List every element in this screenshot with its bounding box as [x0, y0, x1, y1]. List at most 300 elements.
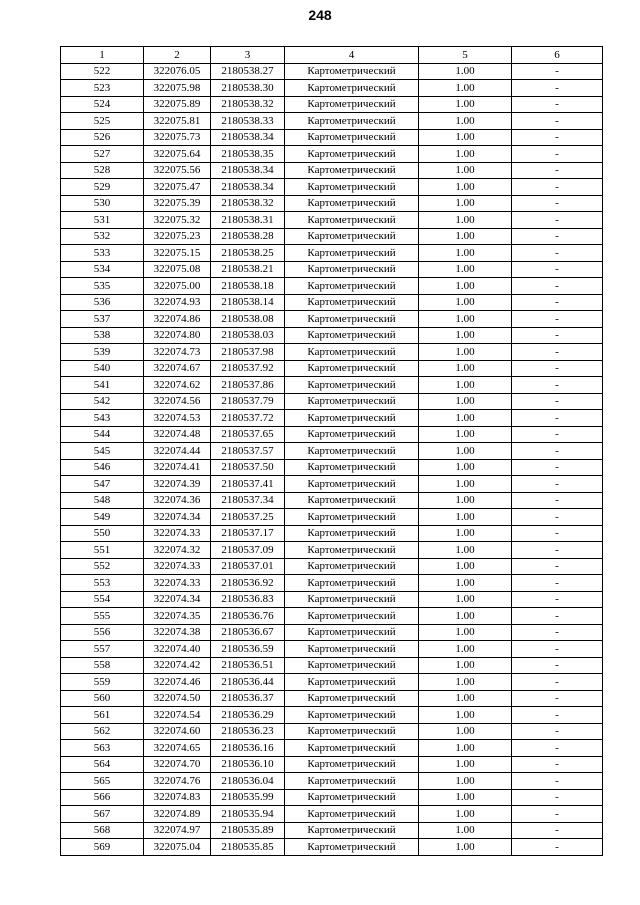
table-row: [61, 459, 603, 476]
x-coordinate-cell: 322074.80: [144, 327, 211, 344]
y-coordinate-cell: 2180537.50: [211, 459, 285, 476]
method-cell: Картометрический: [285, 509, 419, 526]
accuracy-cell: 1.00: [419, 327, 512, 344]
y-coordinate-cell: 2180538.33: [211, 113, 285, 130]
accuracy-cell: 1.00: [419, 624, 512, 641]
accuracy-cell: 1.00: [419, 723, 512, 740]
note-cell: -: [512, 657, 603, 674]
accuracy-cell: 1.00: [419, 789, 512, 806]
y-coordinate-cell: 2180536.83: [211, 591, 285, 608]
point-number-cell: 548: [61, 492, 144, 509]
y-coordinate-cell: 2180538.18: [211, 278, 285, 295]
table-row: [61, 294, 603, 311]
table-row: [61, 443, 603, 460]
note-cell: -: [512, 690, 603, 707]
point-number-cell: 554: [61, 591, 144, 608]
note-cell: -: [512, 80, 603, 97]
method-cell: Картометрический: [285, 525, 419, 542]
table-row: [61, 63, 603, 80]
point-number-cell: 553: [61, 575, 144, 592]
y-coordinate-cell: 2180538.03: [211, 327, 285, 344]
x-coordinate-cell: 322074.83: [144, 789, 211, 806]
note-cell: -: [512, 492, 603, 509]
accuracy-cell: 1.00: [419, 443, 512, 460]
point-number-cell: 564: [61, 756, 144, 773]
y-coordinate-cell: 2180537.79: [211, 393, 285, 410]
note-cell: -: [512, 96, 603, 113]
point-number-cell: 562: [61, 723, 144, 740]
point-number-cell: 555: [61, 608, 144, 625]
method-cell: Картометрический: [285, 476, 419, 493]
method-cell: Картометрический: [285, 789, 419, 806]
note-cell: -: [512, 278, 603, 295]
y-coordinate-cell: 2180536.59: [211, 641, 285, 658]
table-row: [61, 509, 603, 526]
y-coordinate-cell: 2180538.28: [211, 228, 285, 245]
note-cell: -: [512, 327, 603, 344]
accuracy-cell: 1.00: [419, 575, 512, 592]
table-row: [61, 278, 603, 295]
table-row: [61, 261, 603, 278]
method-cell: Картометрический: [285, 657, 419, 674]
table-row: [61, 641, 603, 658]
accuracy-cell: 1.00: [419, 839, 512, 856]
x-coordinate-cell: 322074.40: [144, 641, 211, 658]
method-cell: Картометрический: [285, 674, 419, 691]
method-cell: Картометрический: [285, 212, 419, 229]
x-coordinate-cell: 322075.00: [144, 278, 211, 295]
coordinates-table: [60, 46, 603, 856]
method-cell: Картометрический: [285, 360, 419, 377]
accuracy-cell: 1.00: [419, 426, 512, 443]
y-coordinate-cell: 2180537.57: [211, 443, 285, 460]
note-cell: -: [512, 162, 603, 179]
table-row: [61, 96, 603, 113]
y-coordinate-cell: 2180537.17: [211, 525, 285, 542]
table-row: [61, 575, 603, 592]
table-row: [61, 476, 603, 493]
point-number-cell: 544: [61, 426, 144, 443]
method-cell: Картометрический: [285, 492, 419, 509]
column-header-4: 4: [285, 47, 419, 64]
point-number-cell: 533: [61, 245, 144, 262]
accuracy-cell: 1.00: [419, 690, 512, 707]
point-number-cell: 561: [61, 707, 144, 724]
accuracy-cell: 1.00: [419, 558, 512, 575]
table-row: [61, 789, 603, 806]
method-cell: Картометрический: [285, 344, 419, 361]
point-number-cell: 565: [61, 773, 144, 790]
point-number-cell: 566: [61, 789, 144, 806]
accuracy-cell: 1.00: [419, 393, 512, 410]
table-row: [61, 674, 603, 691]
y-coordinate-cell: 2180537.01: [211, 558, 285, 575]
table-body: [61, 63, 603, 855]
x-coordinate-cell: 322075.64: [144, 146, 211, 163]
accuracy-cell: 1.00: [419, 63, 512, 80]
table-row: [61, 740, 603, 757]
table-row: [61, 179, 603, 196]
x-coordinate-cell: 322075.08: [144, 261, 211, 278]
note-cell: -: [512, 311, 603, 328]
y-coordinate-cell: 2180535.85: [211, 839, 285, 856]
accuracy-cell: 1.00: [419, 591, 512, 608]
note-cell: -: [512, 410, 603, 427]
x-coordinate-cell: 322074.38: [144, 624, 211, 641]
table-row: [61, 146, 603, 163]
table-row: [61, 327, 603, 344]
x-coordinate-cell: 322074.34: [144, 591, 211, 608]
table-row: [61, 525, 603, 542]
method-cell: Картометрический: [285, 261, 419, 278]
y-coordinate-cell: 2180536.92: [211, 575, 285, 592]
table-row: [61, 591, 603, 608]
accuracy-cell: 1.00: [419, 806, 512, 823]
method-cell: Картометрический: [285, 806, 419, 823]
accuracy-cell: 1.00: [419, 492, 512, 509]
y-coordinate-cell: 2180538.30: [211, 80, 285, 97]
point-number-cell: 542: [61, 393, 144, 410]
note-cell: -: [512, 63, 603, 80]
table-row: [61, 344, 603, 361]
y-coordinate-cell: 2180537.92: [211, 360, 285, 377]
x-coordinate-cell: 322074.33: [144, 525, 211, 542]
x-coordinate-cell: 322074.93: [144, 294, 211, 311]
note-cell: -: [512, 129, 603, 146]
accuracy-cell: 1.00: [419, 459, 512, 476]
accuracy-cell: 1.00: [419, 360, 512, 377]
y-coordinate-cell: 2180538.32: [211, 195, 285, 212]
y-coordinate-cell: 2180537.25: [211, 509, 285, 526]
table-row: [61, 377, 603, 394]
column-header-3: 3: [211, 47, 285, 64]
note-cell: -: [512, 839, 603, 856]
accuracy-cell: 1.00: [419, 542, 512, 559]
point-number-cell: 550: [61, 525, 144, 542]
table-row: [61, 195, 603, 212]
accuracy-cell: 1.00: [419, 294, 512, 311]
x-coordinate-cell: 322074.53: [144, 410, 211, 427]
method-cell: Картометрический: [285, 377, 419, 394]
note-cell: -: [512, 377, 603, 394]
y-coordinate-cell: 2180536.04: [211, 773, 285, 790]
table-row: [61, 426, 603, 443]
x-coordinate-cell: 322074.36: [144, 492, 211, 509]
table-row: [61, 608, 603, 625]
x-coordinate-cell: 322075.47: [144, 179, 211, 196]
table-row: [61, 212, 603, 229]
accuracy-cell: 1.00: [419, 476, 512, 493]
x-coordinate-cell: 322074.33: [144, 558, 211, 575]
x-coordinate-cell: 322075.98: [144, 80, 211, 97]
point-number-cell: 534: [61, 261, 144, 278]
table-row: [61, 245, 603, 262]
x-coordinate-cell: 322074.50: [144, 690, 211, 707]
table-row: [61, 360, 603, 377]
table-row: [61, 410, 603, 427]
accuracy-cell: 1.00: [419, 195, 512, 212]
point-number-cell: 549: [61, 509, 144, 526]
note-cell: -: [512, 344, 603, 361]
note-cell: -: [512, 822, 603, 839]
table-row: [61, 558, 603, 575]
point-number-cell: 536: [61, 294, 144, 311]
method-cell: Картометрический: [285, 707, 419, 724]
note-cell: -: [512, 261, 603, 278]
x-coordinate-cell: 322074.73: [144, 344, 211, 361]
y-coordinate-cell: 2180537.72: [211, 410, 285, 427]
accuracy-cell: 1.00: [419, 377, 512, 394]
y-coordinate-cell: 2180537.86: [211, 377, 285, 394]
point-number-cell: 545: [61, 443, 144, 460]
point-number-cell: 528: [61, 162, 144, 179]
y-coordinate-cell: 2180538.27: [211, 63, 285, 80]
method-cell: Картометрический: [285, 146, 419, 163]
method-cell: Картометрический: [285, 327, 419, 344]
method-cell: Картометрический: [285, 162, 419, 179]
note-cell: -: [512, 608, 603, 625]
x-coordinate-cell: 322076.05: [144, 63, 211, 80]
x-coordinate-cell: 322074.97: [144, 822, 211, 839]
method-cell: Картометрический: [285, 723, 419, 740]
accuracy-cell: 1.00: [419, 113, 512, 130]
accuracy-cell: 1.00: [419, 344, 512, 361]
y-coordinate-cell: 2180538.35: [211, 146, 285, 163]
x-coordinate-cell: 322074.67: [144, 360, 211, 377]
x-coordinate-cell: 322074.86: [144, 311, 211, 328]
note-cell: -: [512, 674, 603, 691]
note-cell: -: [512, 212, 603, 229]
y-coordinate-cell: 2180536.67: [211, 624, 285, 641]
accuracy-cell: 1.00: [419, 146, 512, 163]
point-number-cell: 541: [61, 377, 144, 394]
point-number-cell: 532: [61, 228, 144, 245]
accuracy-cell: 1.00: [419, 179, 512, 196]
y-coordinate-cell: 2180535.89: [211, 822, 285, 839]
note-cell: -: [512, 558, 603, 575]
x-coordinate-cell: 322074.48: [144, 426, 211, 443]
table-row: [61, 542, 603, 559]
method-cell: Картометрический: [285, 608, 419, 625]
table-row: [61, 80, 603, 97]
table-header-row: [61, 47, 603, 64]
note-cell: -: [512, 459, 603, 476]
method-cell: Картометрический: [285, 591, 419, 608]
note-cell: -: [512, 476, 603, 493]
table-row: [61, 822, 603, 839]
point-number-cell: 568: [61, 822, 144, 839]
point-number-cell: 531: [61, 212, 144, 229]
table-row: [61, 162, 603, 179]
method-cell: Картометрический: [285, 575, 419, 592]
x-coordinate-cell: 322074.33: [144, 575, 211, 592]
note-cell: -: [512, 443, 603, 460]
y-coordinate-cell: 2180536.10: [211, 756, 285, 773]
y-coordinate-cell: 2180537.34: [211, 492, 285, 509]
point-number-cell: 529: [61, 179, 144, 196]
point-number-cell: 551: [61, 542, 144, 559]
x-coordinate-cell: 322074.60: [144, 723, 211, 740]
x-coordinate-cell: 322075.04: [144, 839, 211, 856]
method-cell: Картометрический: [285, 311, 419, 328]
method-cell: Картометрический: [285, 129, 419, 146]
accuracy-cell: 1.00: [419, 674, 512, 691]
y-coordinate-cell: 2180538.34: [211, 179, 285, 196]
x-coordinate-cell: 322074.70: [144, 756, 211, 773]
column-header-5: 5: [419, 47, 512, 64]
table-row: [61, 806, 603, 823]
note-cell: -: [512, 245, 603, 262]
method-cell: Картометрический: [285, 294, 419, 311]
note-cell: -: [512, 525, 603, 542]
x-coordinate-cell: 322074.65: [144, 740, 211, 757]
table-row: [61, 624, 603, 641]
note-cell: -: [512, 195, 603, 212]
accuracy-cell: 1.00: [419, 80, 512, 97]
table-row: [61, 393, 603, 410]
y-coordinate-cell: 2180535.94: [211, 806, 285, 823]
column-header-6: 6: [512, 47, 603, 64]
y-coordinate-cell: 2180536.16: [211, 740, 285, 757]
method-cell: Картометрический: [285, 179, 419, 196]
accuracy-cell: 1.00: [419, 96, 512, 113]
note-cell: -: [512, 179, 603, 196]
accuracy-cell: 1.00: [419, 773, 512, 790]
x-coordinate-cell: 322074.62: [144, 377, 211, 394]
y-coordinate-cell: 2180537.98: [211, 344, 285, 361]
method-cell: Картометрический: [285, 278, 419, 295]
x-coordinate-cell: 322075.89: [144, 96, 211, 113]
accuracy-cell: 1.00: [419, 756, 512, 773]
table-row: [61, 657, 603, 674]
note-cell: -: [512, 806, 603, 823]
point-number-cell: 556: [61, 624, 144, 641]
point-number-cell: 538: [61, 327, 144, 344]
accuracy-cell: 1.00: [419, 707, 512, 724]
x-coordinate-cell: 322075.23: [144, 228, 211, 245]
table-row: [61, 839, 603, 856]
note-cell: -: [512, 756, 603, 773]
note-cell: -: [512, 789, 603, 806]
y-coordinate-cell: 2180538.21: [211, 261, 285, 278]
note-cell: -: [512, 591, 603, 608]
y-coordinate-cell: 2180536.37: [211, 690, 285, 707]
point-number-cell: 560: [61, 690, 144, 707]
accuracy-cell: 1.00: [419, 162, 512, 179]
y-coordinate-cell: 2180536.29: [211, 707, 285, 724]
x-coordinate-cell: 322075.15: [144, 245, 211, 262]
note-cell: -: [512, 641, 603, 658]
note-cell: -: [512, 509, 603, 526]
point-number-cell: 523: [61, 80, 144, 97]
point-number-cell: 557: [61, 641, 144, 658]
y-coordinate-cell: 2180538.34: [211, 129, 285, 146]
y-coordinate-cell: 2180537.41: [211, 476, 285, 493]
method-cell: Картометрический: [285, 80, 419, 97]
page-number: 248: [308, 7, 332, 23]
accuracy-cell: 1.00: [419, 657, 512, 674]
table-row: [61, 756, 603, 773]
point-number-cell: 540: [61, 360, 144, 377]
table-row: [61, 492, 603, 509]
table-row: [61, 690, 603, 707]
method-cell: Картометрический: [285, 756, 419, 773]
point-number-cell: 543: [61, 410, 144, 427]
method-cell: Картометрический: [285, 410, 419, 427]
x-coordinate-cell: 322074.44: [144, 443, 211, 460]
point-number-cell: 539: [61, 344, 144, 361]
x-coordinate-cell: 322074.46: [144, 674, 211, 691]
note-cell: -: [512, 575, 603, 592]
x-coordinate-cell: 322075.56: [144, 162, 211, 179]
y-coordinate-cell: 2180536.44: [211, 674, 285, 691]
note-cell: -: [512, 393, 603, 410]
method-cell: Картометрический: [285, 839, 419, 856]
note-cell: -: [512, 146, 603, 163]
x-coordinate-cell: 322074.89: [144, 806, 211, 823]
accuracy-cell: 1.00: [419, 740, 512, 757]
x-coordinate-cell: 322074.42: [144, 657, 211, 674]
x-coordinate-cell: 322075.39: [144, 195, 211, 212]
method-cell: Картометрический: [285, 558, 419, 575]
method-cell: Картометрический: [285, 96, 419, 113]
method-cell: Картометрический: [285, 426, 419, 443]
y-coordinate-cell: 2180535.99: [211, 789, 285, 806]
x-coordinate-cell: 322074.54: [144, 707, 211, 724]
point-number-cell: 567: [61, 806, 144, 823]
x-coordinate-cell: 322074.41: [144, 459, 211, 476]
y-coordinate-cell: 2180538.25: [211, 245, 285, 262]
point-number-cell: 547: [61, 476, 144, 493]
x-coordinate-cell: 322074.34: [144, 509, 211, 526]
method-cell: Картометрический: [285, 245, 419, 262]
point-number-cell: 527: [61, 146, 144, 163]
note-cell: -: [512, 228, 603, 245]
y-coordinate-cell: 2180537.65: [211, 426, 285, 443]
accuracy-cell: 1.00: [419, 212, 512, 229]
note-cell: -: [512, 723, 603, 740]
note-cell: -: [512, 773, 603, 790]
x-coordinate-cell: 322075.32: [144, 212, 211, 229]
y-coordinate-cell: 2180537.09: [211, 542, 285, 559]
point-number-cell: 569: [61, 839, 144, 856]
accuracy-cell: 1.00: [419, 245, 512, 262]
accuracy-cell: 1.00: [419, 509, 512, 526]
point-number-cell: 546: [61, 459, 144, 476]
y-coordinate-cell: 2180536.76: [211, 608, 285, 625]
method-cell: Картометрический: [285, 542, 419, 559]
point-number-cell: 535: [61, 278, 144, 295]
point-number-cell: 524: [61, 96, 144, 113]
table-row: [61, 113, 603, 130]
x-coordinate-cell: 322074.76: [144, 773, 211, 790]
method-cell: Картометрический: [285, 195, 419, 212]
point-number-cell: 525: [61, 113, 144, 130]
table-row: [61, 311, 603, 328]
accuracy-cell: 1.00: [419, 410, 512, 427]
note-cell: -: [512, 294, 603, 311]
method-cell: Картометрический: [285, 393, 419, 410]
x-coordinate-cell: 322075.73: [144, 129, 211, 146]
x-coordinate-cell: 322074.32: [144, 542, 211, 559]
note-cell: -: [512, 426, 603, 443]
accuracy-cell: 1.00: [419, 261, 512, 278]
x-coordinate-cell: 322075.81: [144, 113, 211, 130]
note-cell: -: [512, 360, 603, 377]
method-cell: Картометрический: [285, 459, 419, 476]
accuracy-cell: 1.00: [419, 822, 512, 839]
note-cell: -: [512, 624, 603, 641]
